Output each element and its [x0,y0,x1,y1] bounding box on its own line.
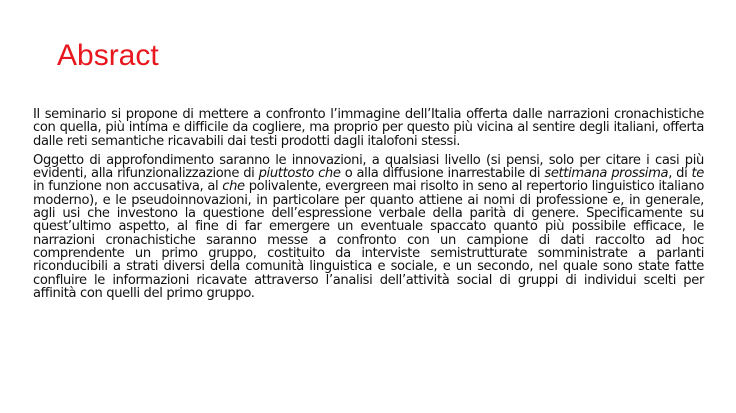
text-run: polivalente, evergreen mai risolto in seno al repertorio linguistico italiano moderno), e le pseudoinnovazioni, in particolare per quanto attiene ai nomi di professione e, in generale, agli usi che investono la questione dell’espressione verbale della parità di genere. Specificamente su quest’ultimo aspetto, al fine di far emergere un eventuale spaccato quanto più possibile efficace, le narrazioni cronachistiche saranno messe a confronto con un campione di dati raccolto ad hoc comprendente un primo gruppo, costituito da interviste semistrutturate somministrate a parlanti riconducibili a strati diversi della comunità linguistica e sociale, e un secondo, nel quale sono state fatte confluire le informazioni ricavate attraverso l’analisi dell’attività social di gruppi di individui scelti per affinità con quelli del primo gruppo. [33,179,704,301]
text-run: in funzione non accusativa, al [33,179,223,195]
italic-term: piuttosto che [258,166,341,182]
text-run: Oggetto di approfondimento saranno le innovazioni, a qualsiasi livello (si pensi, solo per citare i casi più evidenti, alla rifunzionalizzazione di [33,152,704,182]
slide-title: Absract [57,39,159,72]
text-run: o alla diffusione inarrestabile di [340,166,545,182]
paragraph-intro [33,108,704,148]
text-run: Il seminario si propone di mettere a confronto l’immagine dell’Italia offerta dalle narrazioni cronachistiche con quella, più intima e difficile da cogliere, ma proprio per questo più vicina al sentire degli italiani, offerta dalle reti semantiche ricavabili dai testi prodotti dagli italofoni stessi. [33,107,704,149]
italic-term: che [222,179,245,195]
italic-term: te [691,166,705,182]
italic-term: settimana prossima [544,166,669,182]
text-run: , di [668,166,692,182]
paragraph-topics [33,154,704,300]
slide-body [33,108,704,300]
